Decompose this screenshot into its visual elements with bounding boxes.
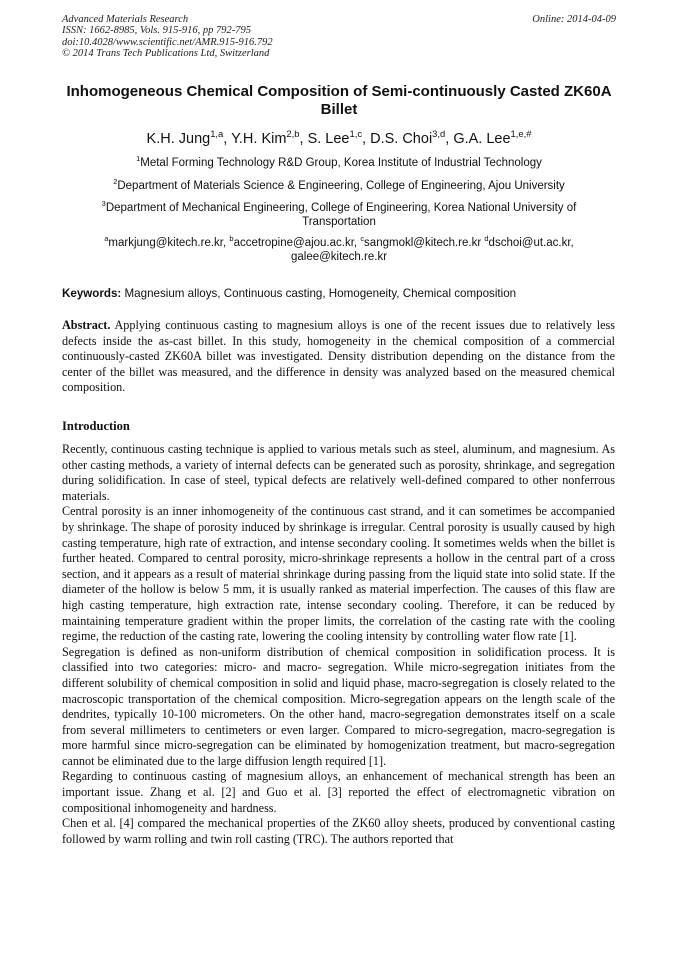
author: S. Lee$^{1,c}$ (307, 128, 363, 147)
author: D.S. Choi$^{3,d}$ (370, 128, 446, 147)
author-list: K.H. Jung$^{1,a}$, Y.H. Kim$^{2,b}$, S. Lee$^{1,c}$, D.S. Choi$^{3,d}$, G.A. Lee$^{1,e,\#}$ (146, 128, 532, 147)
email-a: markjung@kitech.re.kr, (108, 237, 227, 249)
email-d: dschoi@ut.ac.kr, (488, 237, 574, 249)
doi-line: doi:10.4028/www.scientific.net/AMR.915-916.792 (62, 36, 273, 48)
paragraph: Regarding to continuous casting of magnesium alloys, an enhancement of mechanical strength has been an important issue. Zhang et al. [2] and Guo et al. [3] reported the effect of electromagnetic vibration on compositional inhomogeneity and hardness. (62, 769, 615, 815)
abstract (62, 318, 615, 396)
email-e: galee@kitech.re.kr (290, 251, 388, 263)
email-b: accetropine@ajou.ac.kr, (233, 237, 358, 249)
journal-name: Advanced Materials Research (62, 14, 189, 25)
keywords-label: Keywords: (62, 287, 122, 300)
author: K.H. Jung$^{1,a}$ (146, 128, 224, 147)
online-date: Online: 2014-04-09 (532, 14, 616, 25)
keywords-text: Magnesium alloys, Continuous casting, Homogeneity, Chemical composition (124, 287, 517, 300)
introduction-body (62, 442, 615, 847)
email-c: sangmokl@kitech.re.kr (364, 237, 482, 249)
affiliation-1: $^1$Metal Forming Technology R&D Group, Korea Institute of Industrial Technology (136, 154, 542, 169)
paragraph: Central porosity is an inner inhomogeneity of the continuous cast strand, and it can sometimes be accompanied by shrinkage. The shape of porosity induced by shrinkage is irregular. Central porosity is usually caused by high casting temperature, high rate of extraction, and intense secondary cooling. It sometimes welds when the billet is further heated. Compared to central porosity, micro-shrinkage represents a hollow in the central part of a cross section, and it appears as a result of material shrinkage during passing from the liquid state into solid state. If the diameter of the hollow is below 5 mm, it is usually ranked as material imperfection. The causes of this flaw are high casting temperature, high extraction rate, intense secondary cooling. Therefore, it can be reduced by maintaining temperature gradient within the proper limits, the correlation of the casting rate with the cooling regime, the reduction of the casting rate, lowering the cooling intensity by controlling water flow rate [1]. (62, 504, 615, 644)
email-list: $^a$markjung@kitech.re.kr, $^b$accetropine@ajou.ac.kr, $^c$sangmokl@kitech.re.kr $^d$dschoi@ut.ac.kr, galee@kitech.re.kr (104, 234, 574, 263)
affiliation-2: $^2$Department of Materials Science & Engineering, College of Engineering, Ajou University (113, 177, 565, 192)
abstract-text: Applying continuous casting to magnesium alloys is one of the recent issues due to relatively less defects inside the as-cast billet. In this study, homogeneity in the chemical composition of a commercial continuously-casted ZK60A billet was investigated. Density distribution depending on the distance from the center of the billet was measured, and the difference in density was analyzed based on the measured chemical composition. (62, 318, 616, 395)
paragraph: Recently, continuous casting technique is applied to various metals such as steel, aluminum, and magnesium. As other casting methods, a variety of internal defects can be generated such as porosity, shrinkage, and segregation during solidification. In case of steel, typical defects are relatively well-defined compared to other nonferrous materials. (62, 442, 615, 503)
abstract-label: Abstract. (62, 318, 111, 332)
copyright-line: © 2014 Trans Tech Publications Ltd, Switzerland (62, 48, 270, 60)
author: G.A. Lee$^{1,e,\#}$ (453, 128, 532, 147)
author: Y.H. Kim$^{2,b}$ (231, 128, 300, 147)
paragraph: Chen et al. [4] compared the mechanical properties of the ZK60 alloy sheets, produced by conventional casting followed by warm rolling and twin roll casting (TRC). The authors reported that (62, 816, 615, 846)
section-heading-introduction: Introduction (62, 419, 130, 433)
affiliation-3: $^3$Department of Mechanical Engineering, College of Engineering, Korea National University of Transportation (101, 199, 577, 228)
paper-title: Inhomogeneous Chemical Composition of Semi-continuously Casted ZK60A Billet (66, 83, 612, 118)
paragraph: Segregation is defined as non-uniform distribution of chemical composition in solidification process. It is classified into two categories: micro- and macro- segregation. While micro-segregation initiates from the different solubility of chemical composition in solid and liquid phase, macro-segregation is closely related to the macroscopic transportation of the chemical composition. Micro-segregation appears on the length scale of the dendrites, typically 10-100 micrometers. On the other hand, macro-segregation demonstrates itself on a scale from several millimeters to centimeters or even larger. Compared to micro-segregation, macro-segregation is more harmful since micro-segregation can be eliminated by homogenization treatment, but macro-segregation cannot be eliminated due to the large diffusion length required [1]. (62, 644, 615, 768)
issn-line: ISSN: 1662-8985, Vols. 915-916, pp 792-795 (62, 25, 251, 37)
keywords (62, 287, 516, 300)
journal-header (62, 14, 273, 60)
